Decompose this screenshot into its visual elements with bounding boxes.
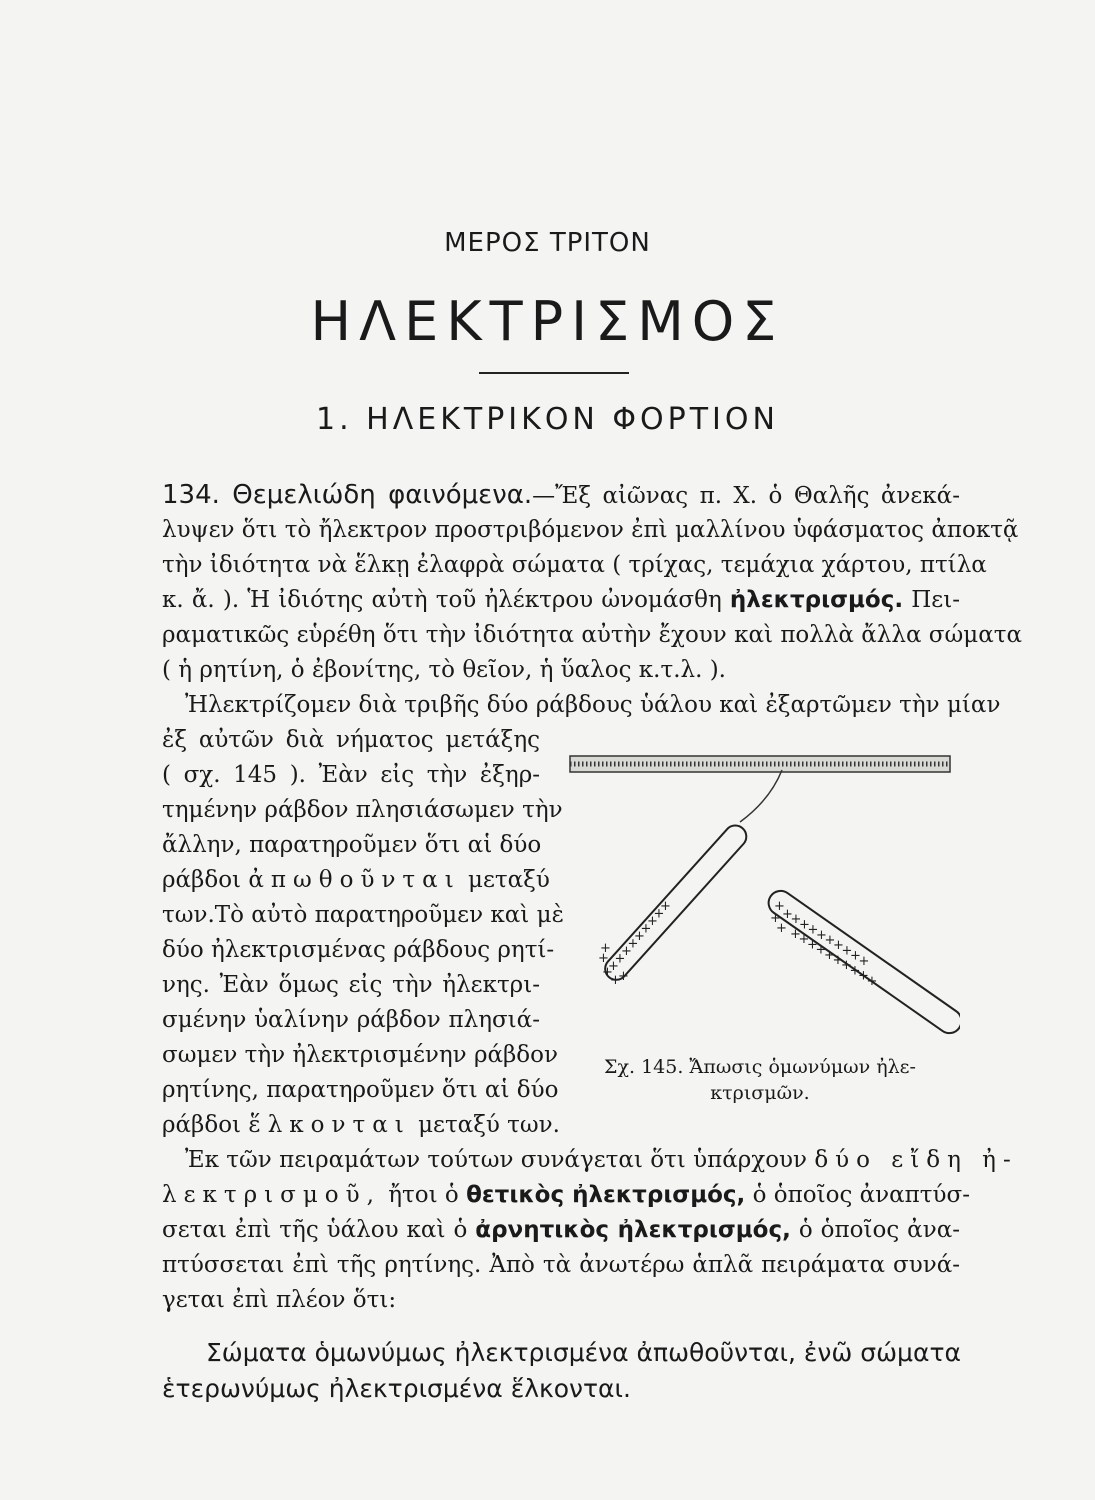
text-line: [162, 1215, 960, 1245]
charge-plus-mark: +: [807, 922, 819, 938]
charge-plus-mark: +: [640, 921, 652, 937]
charge-plus-mark: +: [833, 938, 844, 954]
text-span: Πει-: [903, 587, 961, 613]
charge-plus-mark: +: [815, 942, 827, 958]
text-line: σωμεν τὴν ἠλεκτρισμένην ράβδον: [162, 1042, 558, 1068]
charge-plus-mark: +: [608, 959, 619, 974]
text-line: ραματικῶς εὑρέθη ὅτι τὴν ἰδιότητα αὐτὴν ἔχουν καὶ πολλὰ ἄλλα σώματα: [162, 622, 1022, 648]
charge-plus-mark: +: [774, 899, 785, 914]
text-span: σεται ἐπὶ τῆς ὑάλου καὶ ὁ: [162, 1217, 476, 1243]
law-statement-line: ἑτερωνύμως ἠλεκτρισμένα ἕλκονται.: [162, 1374, 631, 1403]
term-repel: ἀπωθοῦνται: [248, 867, 461, 893]
charge-plus-mark: +: [799, 917, 810, 933]
text-line: πτύσσεται ἐπὶ τῆς ρητίνης. Ἀπὸ τὰ ἀνωτέρω ἁπλᾶ πειράματα συνά-: [162, 1252, 960, 1278]
law-statement-line: Σώματα ὁμωνύμως ἠλεκτρισμένα ἀπωθοῦνται, ἐνῶ σώματα: [206, 1338, 961, 1367]
charge-plus-mark: +: [660, 899, 671, 914]
text-span: ὁ ὁποῖος ἀνα-: [790, 1217, 960, 1243]
text-span: ράβδοι: [162, 1112, 249, 1138]
part-title: ΜΕΡΟΣ ΤΡΙΤΟΝ: [444, 228, 651, 258]
charge-plus-mark: +: [866, 973, 878, 989]
charges-rod-1: [598, 899, 671, 988]
text-line: γεται ἐπὶ πλέον ὅτι:: [162, 1287, 397, 1313]
charge-plus-mark: +: [816, 927, 827, 943]
charge-plus-mark: +: [653, 906, 665, 922]
charge-plus-mark: +: [807, 937, 818, 953]
charge-plus-mark: +: [858, 953, 870, 969]
term-positive-electricity: θετικὸς ἠλεκτρισμός,: [466, 1182, 746, 1208]
charge-plus-mark: +: [600, 941, 611, 956]
text-line: σμένην ὑαλίνην ράβδον πλησιά-: [162, 1007, 540, 1033]
charge-plus-mark: +: [824, 947, 835, 963]
term-of-electricity: λεκτρισμοῦ,: [162, 1182, 381, 1208]
text-line: νης. Ἐὰν ὅμως εἰς τὴν ἠλεκτρι-: [162, 972, 540, 998]
text-line: λυψεν ὅτι τὸ ἤλεκτρον προστριβόμενον ἐπὶ μαλλίνου ὑφάσματος ἀποκτᾷ: [162, 517, 1019, 543]
charge-plus-mark: +: [849, 963, 861, 979]
text-line: δύο ἠλεκτρισμένας ράβδους ρητί-: [162, 937, 555, 963]
charge-plus-mark: +: [647, 914, 658, 929]
text-line: [162, 585, 960, 615]
term-negative-electricity: ἀρνητικὸς ἠλεκτρισμός,: [475, 1217, 791, 1243]
text-line: ἄλλην, παρατηροῦμεν ὅτι αἱ δύο: [162, 832, 542, 858]
text-span: —Ἔξ αἰῶνας π. Χ. ὁ Θαλῆς ἀνεκά-: [532, 483, 960, 509]
text-line: ρητίνης, παρατηροῦμεν ὅτι αἱ δύο: [162, 1077, 559, 1103]
title-divider: [479, 372, 629, 374]
charge-plus-mark: +: [832, 953, 844, 968]
charge-plus-mark: +: [776, 921, 787, 936]
text-line: τημένην ράβδον πλησιάσωμεν τὴν: [162, 797, 563, 823]
text-line: Ἠλεκτρίζομεν διὰ τριβῆς δύο ράβδους ὑάλου καὶ ἐξαρτῶμεν τὴν μίαν: [185, 692, 1001, 718]
caption-line: κτρισμῶν.: [710, 1082, 810, 1104]
text-line: [162, 1180, 970, 1210]
support-bar: [570, 756, 950, 772]
charge-plus-mark: +: [841, 958, 852, 974]
charge-plus-mark: +: [824, 933, 836, 948]
text-span: μεταξύ: [460, 867, 550, 893]
silk-thread: [740, 770, 782, 822]
text-line: ( ἡ ρητίνη, ὁ ἐβονίτης, τὸ θεῖον, ἡ ὕαλος κ.τ.λ. ).: [162, 657, 726, 683]
charge-plus-mark: +: [790, 912, 802, 928]
charge-plus-mark: +: [798, 932, 810, 948]
charge-plus-mark: +: [602, 965, 613, 980]
charge-plus-mark: +: [841, 943, 853, 959]
text-line: [185, 1145, 1018, 1175]
text-line: ( σχ. 145 ). Ἐὰν εἰς τὴν ἐξηρ-: [162, 762, 540, 788]
text-line: τὴν ἰδιότητα νὰ ἕλκῃ ἐλαφρὰ σώματα ( τρίχας, τεμάχια χάρτου, πτίλα: [162, 552, 987, 578]
text-line: [162, 1110, 560, 1140]
section-title: 134. Θεμελιώδη φαινόμενα.: [162, 480, 533, 510]
caption-line: Σχ. 145. Ἄπωσις ὁμωνύμων ἠλε-: [604, 1056, 916, 1078]
charge-plus-mark: +: [618, 969, 629, 984]
text-line: [162, 865, 550, 895]
term-two-kinds: δύο εἴδη ἠ-: [814, 1147, 1018, 1173]
text-span: Ἐκ τῶν πειραμάτων τούτων συνάγεται ὅτι ὑπάρχουν: [185, 1147, 815, 1173]
charge-plus-mark: +: [627, 936, 639, 952]
text-line: των.Τὸ αὐτὸ παρατηροῦμεν καὶ μὲ: [162, 902, 564, 928]
figure-caption: [560, 1054, 960, 1106]
term-electricity: ἠλεκτρισμός.: [729, 587, 904, 613]
charge-plus-mark: +: [634, 929, 645, 944]
charge-plus-mark: +: [790, 927, 801, 942]
chapter-heading: 1. ΗΛΕΚΤΡΙΚΟΝ ΦΟΡΤΙΟΝ: [316, 402, 779, 437]
charge-plus-mark: +: [614, 951, 626, 967]
charge-plus-mark: +: [610, 973, 621, 988]
text-span: κ. ἄ. ). Ἡ ἰδιότης αὐτὴ τοῦ ἠλέκτρου ὠνομάσθη: [162, 587, 730, 613]
charge-plus-mark: +: [770, 911, 781, 926]
charge-plus-mark: +: [850, 948, 861, 964]
text-span: ἤτοι ὁ: [380, 1182, 467, 1208]
text-span: μεταξύ των.: [410, 1112, 560, 1138]
charge-plus-mark: +: [598, 951, 609, 966]
main-title: ΗΛΕΚΤΡΙΣΜΟΣ: [310, 290, 785, 353]
charge-plus-mark: +: [782, 907, 793, 922]
charge-plus-mark: +: [621, 944, 632, 959]
text-line: [162, 480, 960, 511]
text-span: ὁ ὁποῖος ἀναπτύσ-: [745, 1182, 970, 1208]
text-span: ράβδοι: [162, 867, 249, 893]
charge-plus-mark: +: [858, 968, 869, 984]
text-line: ἐξ αὐτῶν διὰ νήματος μετάξης: [162, 727, 540, 753]
term-attract: ἕλκονται: [248, 1112, 411, 1138]
figure-145-repulsion: [560, 740, 960, 1070]
